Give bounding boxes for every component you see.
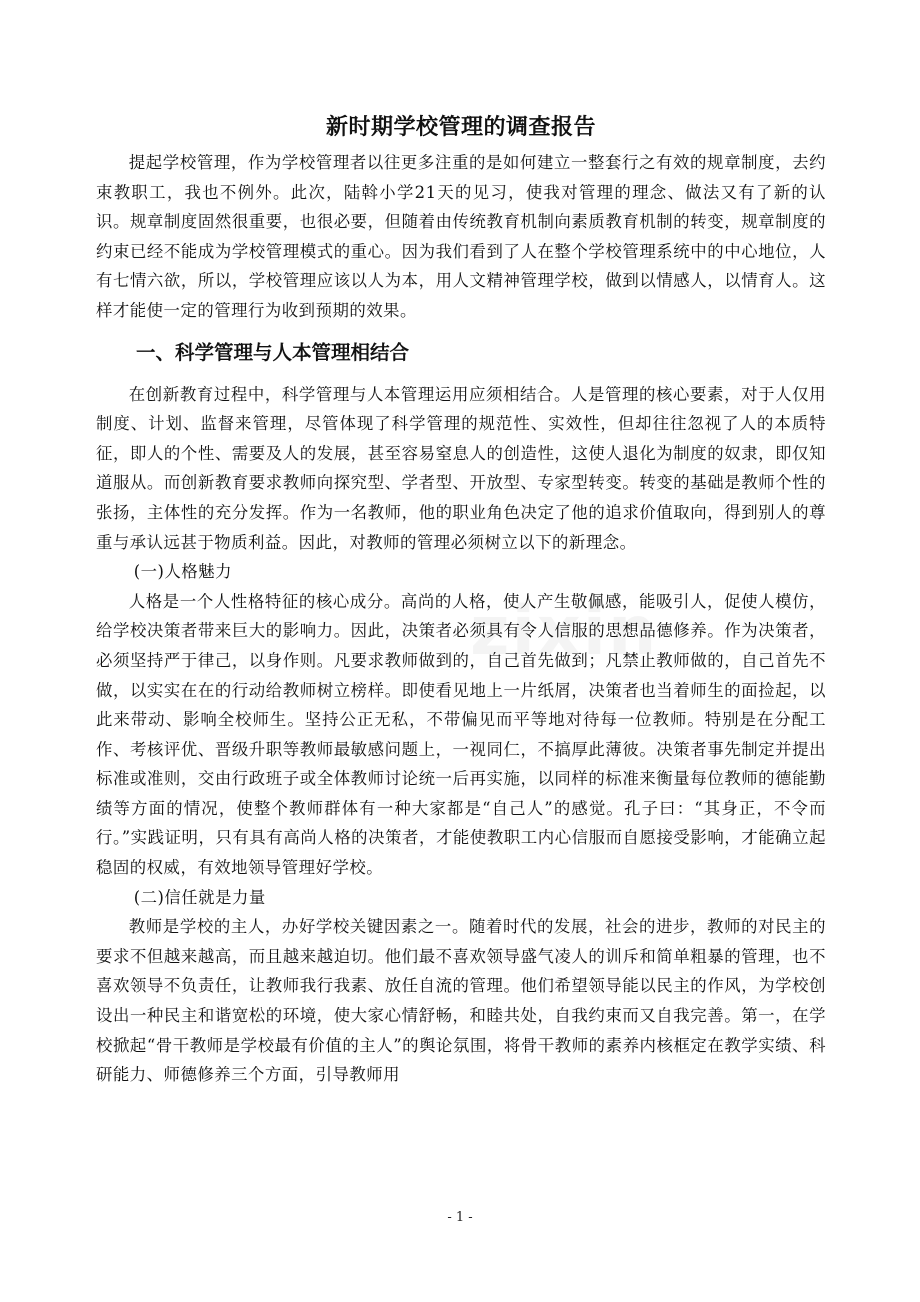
page-number: - 1 - xyxy=(447,1210,473,1225)
personality-paragraph: 人格是一个人性格特征的核心成分。高尚的人格，使人产生敬佩感，能吸引人，促使人模仿，给学校决策者带来巨大的影响力。因此，决策者必须具有令人信服的思想品德修养。作为决策者，必须坚持严于律己，以身作则。凡要求教师做到的，自己首先做到；凡禁止教师做的，自己首先不做，以实实在在的行动给教师树立榜样。即使看见地上一片纸屑，决策者也当着师生的面捡起，以此来带动、影响全校师生。坚持公正无私，不带偏见而平等地对待每一位教师。特别是在分配工作、考核评优、晋级升职等教师最敏感问题上，一视同仁，不搞厚此薄彼。决策者事先制定并提出标准或准则，交由行政班子或全体教师讨论统一后再实施，以同样的标准来衡量每位教师的德能勤绩等方面的情况，使整个教师群体有一种大家都是“自己人”的感觉。孔子曰：“其身正，不令而行。”实践证明，只有具有高尚人格的决策者，才能使教职工内心信服而自愿接受影响，才能确立起稳固的权威，有效地领导管理好学校。 xyxy=(96,591,826,878)
section-paragraph: 在创新教育过程中，科学管理与人本管理运用应须相结合。人是管理的核心要素，对于人仅用制度、计划、监督来管理，尽管体现了科学管理的规范性、实效性，但却往往忽视了人的本质特征，即人的个性、需要及人的发展，甚至容易窒息人的创造性，这使人退化为制度的奴隶，即仅知道服从。而创新教育要求教师向探究型、学者型、开放型、专家型转变。转变的基础是教师个性的张扬，主体性的充分发挥。作为一名教师，他的职业角色决定了他的追求价值取向，得到别人的尊重与承认远甚于物质利益。因此，对教师的管理必须树立以下的新理念。 xyxy=(96,384,826,552)
trust-paragraph: 教师是学校的主人，办好学校关键因素之一。随着时代的发展，社会的进步，教师的对民主的要求不但越来越高，而且越来越迫切。他们最不喜欢领导盛气凌人的训斥和简单粗暴的管理，也不喜欢领导不负责任，让教师我行我素、放任自流的管理。他们希望领导能以民主的作风，为学校创设出一种民主和谐宽松的环境，使大家心情舒畅，和睦共处，自我约束而又自我完善。第一，在学校掀起“骨干教师是学校最有价值的主人”的舆论氛围，将骨干教师的素养内核框定在教学实绩、科研能力、师德修养三个方面，引导教师用 xyxy=(96,917,826,1085)
subheading-personality: (一)人格魅力 xyxy=(133,562,232,582)
intro-paragraph: 提起学校管理，作为学校管理者以往更多注重的是如何建立一整套行之有效的规章制度，去约束教职工，我也不例外。此次，陆斡小学21天的见习，使我对管理的理念、做法又有了新的认识。规章制度固然很重要，也很必要，但随着由传统教育机制向素质教育机制的转变，规章制度的约束已经不能成为学校管理模式的重心。因为我们看到了人在整个学校管理系统中的中心地位，人有七情六欲，所以，学校管理应该以人为本，用人文精神管理学校，做到以情感人，以情育人。这样才能使一定的管理行为收到预期的效果。 xyxy=(96,153,826,320)
section-heading: 一、科学管理与人本管理相结合 xyxy=(136,340,410,364)
subheading-trust: (二)信任就是力量 xyxy=(133,887,266,907)
document-title: 新时期学校管理的调查报告 xyxy=(325,115,596,140)
document-page xyxy=(96,108,826,1090)
